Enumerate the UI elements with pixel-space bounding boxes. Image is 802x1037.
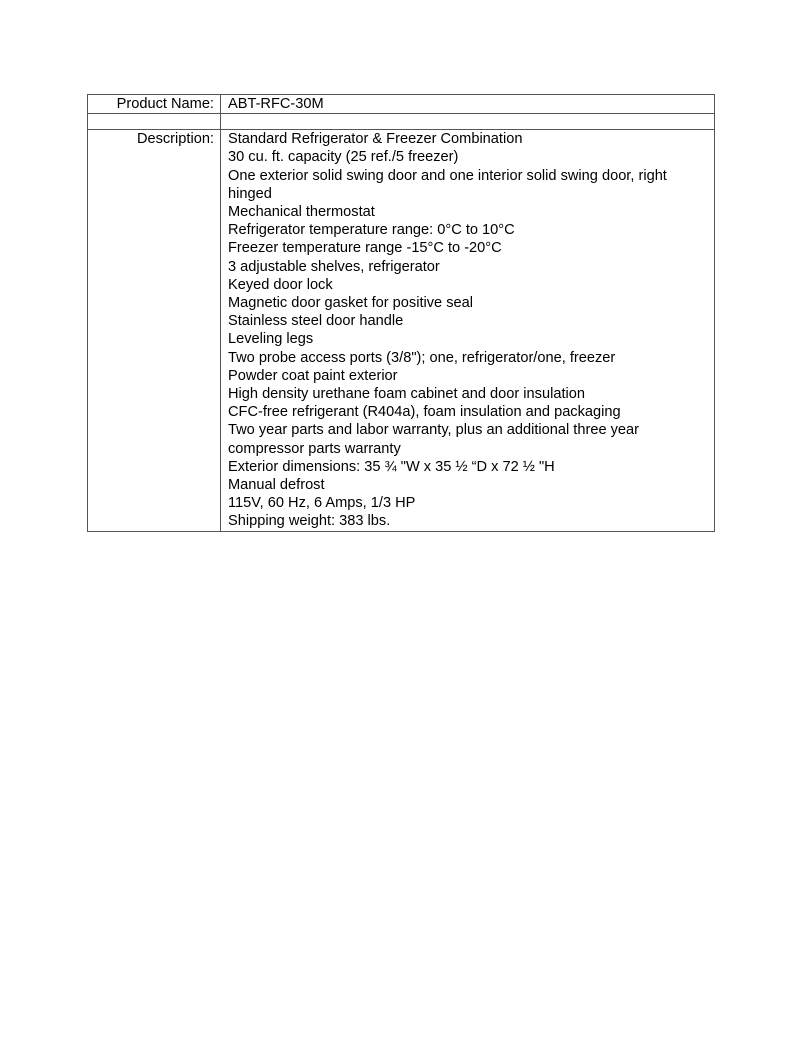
description-line: Mechanical thermostat xyxy=(228,204,375,221)
description-row xyxy=(88,130,715,531)
product-spec-table xyxy=(87,94,715,532)
blank-label-cell xyxy=(88,114,221,130)
blank-row xyxy=(88,114,715,130)
product-name-value: ABT-RFC-30M xyxy=(221,95,715,114)
description-label: Description: xyxy=(88,130,221,531)
description-line: Two probe access ports (3/8"); one, refrigerator/one, freezer xyxy=(228,349,616,366)
description-line: Refrigerator temperature range: 0°C to 10°C xyxy=(228,222,515,239)
description-line: Shipping weight: 383 lbs. xyxy=(228,513,391,530)
description-line: Manual defrost xyxy=(228,477,325,494)
blank-value-cell xyxy=(221,114,715,130)
description-line: Powder coat paint exterior xyxy=(228,367,398,384)
description-line: 3 adjustable shelves, refrigerator xyxy=(228,258,440,275)
description-line: High density urethane foam cabinet and door insulation xyxy=(228,386,585,403)
description-line: Magnetic door gasket for positive seal xyxy=(228,295,473,312)
description-line: CFC-free refrigerant (R404a), foam insulation and packaging xyxy=(228,404,621,421)
description-line: Stainless steel door handle xyxy=(228,313,404,330)
description-line: Standard Refrigerator & Freezer Combination xyxy=(228,131,523,148)
product-name-row xyxy=(88,95,715,114)
description-line: Leveling legs xyxy=(228,331,314,348)
description-line: Exterior dimensions: 35 ¾ "W x 35 ½ “D x 72 ½ "H xyxy=(228,458,555,475)
description-line: 30 cu. ft. capacity (25 ref./5 freezer) xyxy=(228,149,459,166)
description-line: One exterior solid swing door and one interior solid swing door, right hinged xyxy=(228,167,667,202)
description-line: Freezer temperature range -15°C to -20°C xyxy=(228,240,502,257)
description-line: 115V, 60 Hz, 6 Amps, 1/3 HP xyxy=(228,495,416,512)
description-line: Keyed door lock xyxy=(228,276,333,293)
product-name-label: Product Name: xyxy=(88,95,221,114)
description-list xyxy=(221,130,715,531)
description-line: Two year parts and labor warranty, plus an additional three year compressor parts warranty xyxy=(228,422,640,457)
